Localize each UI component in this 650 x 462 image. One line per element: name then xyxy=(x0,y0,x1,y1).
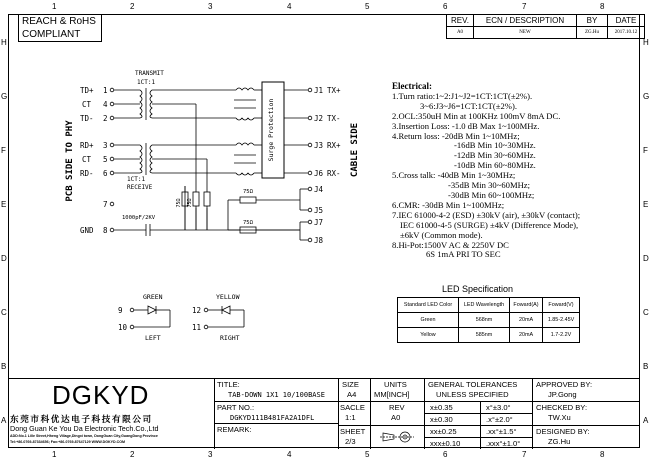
led-left-pin-a: 9 xyxy=(118,306,123,315)
designed-by-label: DESIGNED BY: xyxy=(536,427,590,436)
tb-hline-5 xyxy=(424,401,532,402)
scale-label: SACLE xyxy=(340,403,365,412)
pin-name-ct-tx: CT xyxy=(82,100,92,109)
rev-value-rev: A0 xyxy=(447,27,474,39)
title-value: TAB-DOWN 1X1 10/100BASE xyxy=(228,391,325,399)
tb-divider-6 xyxy=(532,379,533,449)
tol-linear-2: xx±0.25 xyxy=(430,427,457,436)
zone-row-f: F xyxy=(1,146,6,155)
led-yellow-color: Yellow xyxy=(398,328,459,343)
company-address: ADD:No.1 Lille Street,Hheng Village,Dingxi town, DongGuan City,GuangDong Province xyxy=(10,434,158,438)
rev-header-date: DATE xyxy=(608,15,645,27)
zone-col-4-bottom: 4 xyxy=(287,450,292,459)
electrical-line-12: 6.CMR: -30dB Min 1~100MHz; xyxy=(392,199,505,210)
zone-col-8-bottom: 8 xyxy=(600,450,605,459)
led-right-pin-a: 12 xyxy=(192,306,202,315)
rev-value-by: ZG.Hu xyxy=(577,27,608,39)
led-symbols xyxy=(130,306,244,329)
transmit-ratio: 1CT:1 xyxy=(137,79,156,86)
compliance-line-1: REACH & RoHS xyxy=(22,16,96,27)
electrical-line-3: 2.OCL:350uH Min at 100KHz 100mV 8mA DC. xyxy=(392,110,561,121)
zone-row-c: C xyxy=(1,308,7,317)
units-value: MM[INCH] xyxy=(374,390,410,399)
zone-col-5-bottom: 5 xyxy=(365,450,370,459)
tol-linear-1: x±0.30 xyxy=(430,415,453,424)
led-left-label: LEFT xyxy=(145,334,161,342)
rev-header-by: BY xyxy=(577,15,608,27)
tb-hline-2 xyxy=(214,423,338,424)
tb-hline-3 xyxy=(338,401,424,402)
tb-hline-9 xyxy=(532,401,640,402)
led-right-label: RIGHT xyxy=(220,334,240,342)
pin-num-1: 1 xyxy=(103,86,108,95)
pin-j3-signal: RX+ xyxy=(327,141,341,150)
right-pin-circles xyxy=(308,88,312,242)
zone-col-2-bottom: 2 xyxy=(130,450,135,459)
led-yellow-forward-v: 1.7-2.2V xyxy=(543,328,580,343)
pin-num-6: 6 xyxy=(103,169,108,178)
led-header-wavelength: LED Wavelength xyxy=(459,298,510,313)
zone-row-b: B xyxy=(1,362,7,371)
pin-j7: J7 xyxy=(314,218,324,227)
tb-divider-2 xyxy=(338,379,339,449)
led-green-color: Green xyxy=(398,313,459,328)
pin-num-8: 8 xyxy=(103,226,108,235)
electrical-line-13: 7.IEC 61000-4-2 (ESD) ±30kV (air), ±30kV (contact); xyxy=(392,209,581,220)
electrical-line-15: ±6kV (Common mode). xyxy=(400,229,483,240)
sheet-value: 2/3 xyxy=(345,437,356,446)
led-spec-title: LED Specification xyxy=(442,284,514,294)
rev-label: REV xyxy=(389,403,405,412)
units-label: UNITS xyxy=(384,380,407,389)
zone-row-f-right: F xyxy=(643,146,648,155)
zone-row-g: G xyxy=(1,92,8,101)
led-green-forward-a: 20mA xyxy=(510,313,543,328)
pin-num-5: 5 xyxy=(103,155,108,164)
approved-by-value: JP.Gong xyxy=(548,390,577,399)
scale-value: 1:1 xyxy=(345,413,356,422)
transmit-label: TRANSMIT xyxy=(135,70,164,77)
part-no-label: PART NO.: xyxy=(217,403,255,412)
pin-name-rd-plus: RD+ xyxy=(80,141,94,150)
electrical-line-5: 4.Return loss: -20dB Min 1~10MHz; xyxy=(392,130,520,141)
tol-angular-3: .xxx°±1.0° xyxy=(486,439,521,448)
resistor-label-4: 75Ω xyxy=(243,220,253,226)
pin-name-rd-minus: RD- xyxy=(80,169,94,178)
tb-hline-6 xyxy=(424,413,532,414)
led-header-forward-a: Foward(A) xyxy=(510,298,543,313)
receive-label: RECEIVE xyxy=(127,184,153,191)
zone-col-4: 4 xyxy=(287,2,292,11)
tol-linear-3: xxx±0.10 xyxy=(430,439,461,448)
electrical-line-10: -35dB Min 30~60MHz; xyxy=(448,180,530,191)
electrical-line-6: -16dB Min 10~30MHz. xyxy=(454,140,536,151)
led-yellow-wavelength: 585nm xyxy=(459,328,510,343)
pin-j2-signal: TX- xyxy=(327,114,341,123)
title-block xyxy=(8,378,640,449)
zone-row-d-right: D xyxy=(643,254,649,263)
led-yellow-forward-a: 20mA xyxy=(510,328,543,343)
projection-symbol-icon xyxy=(380,429,416,445)
zone-col-8: 8 xyxy=(600,2,605,11)
size-value: A4 xyxy=(347,390,357,399)
zone-row-d: D xyxy=(1,254,7,263)
zone-col-3-bottom: 3 xyxy=(208,450,213,459)
zone-row-h-right: H xyxy=(643,38,649,47)
cable-side-label: CABLE SIDE xyxy=(350,122,360,178)
company-contact: Tel:+86-0769-87334656; Fax:+86-0769-87647129 WWW.DGKYD.COM xyxy=(10,440,125,444)
tb-divider-1 xyxy=(214,379,215,449)
zone-col-6: 6 xyxy=(443,2,448,11)
resistor-label-1: 75Ω xyxy=(176,198,182,208)
tb-divider-3 xyxy=(370,379,371,449)
resistor-label-3: 75Ω xyxy=(243,189,253,195)
zone-row-c-right: C xyxy=(643,308,649,317)
rev-value-date: 2017.10.12 xyxy=(608,27,645,39)
tb-hline-7 xyxy=(424,425,532,426)
tb-hline-8 xyxy=(424,437,532,438)
electrical-line-7: -12dB Min 30~60MHz. xyxy=(454,150,536,161)
pin-num-7: 7 xyxy=(103,200,108,209)
led-spec-table xyxy=(397,297,580,343)
zone-col-2: 2 xyxy=(130,2,135,11)
led-left-color: GREEN xyxy=(143,293,163,301)
resistor-label-2: 75Ω xyxy=(187,198,193,208)
electrical-line-14: IEC 61000-4-5 (SURGE) ±4kV (Difference Mode), xyxy=(400,219,579,230)
electrical-line-2: 3~6:J3~J6=1CT:1CT(±2%). xyxy=(420,100,517,111)
electrical-specifications xyxy=(392,82,580,260)
zone-col-7-bottom: 7 xyxy=(522,450,527,459)
tol-angular-2: .xx°±1.5° xyxy=(486,427,517,436)
pin-j5: J5 xyxy=(314,206,324,215)
rev-header-rev: REV. xyxy=(447,15,474,27)
electrical-line-1: 1.Turn ratio:1~2:J1~J2=1CT:1CT(±2%). xyxy=(392,90,533,101)
pin-j1-signal: TX+ xyxy=(327,86,341,95)
led-header-color: Standard LED Color xyxy=(398,298,459,313)
remark-label: REMARK: xyxy=(217,425,252,434)
tol-angular-1: .x°±2.0° xyxy=(486,415,513,424)
approved-by-label: APPROVED BY: xyxy=(536,380,593,389)
tb-hline-10 xyxy=(532,425,640,426)
title-label: TITLE: xyxy=(217,380,240,389)
zone-row-e-right: E xyxy=(643,200,649,209)
rev-value: A0 xyxy=(391,413,401,422)
led-right-color: YELLOW xyxy=(216,293,240,301)
zone-col-1: 1 xyxy=(52,2,57,11)
zone-row-e: E xyxy=(1,200,7,209)
zone-col-7: 7 xyxy=(522,2,527,11)
checked-by-value: TW.Xu xyxy=(548,413,571,422)
sheet-label: SHEET xyxy=(340,427,366,436)
pin-j8: J8 xyxy=(314,236,324,245)
rev-value-description: NEW xyxy=(474,27,577,39)
electrical-line-17: 6S 1mA PRI TO SEC xyxy=(426,249,501,260)
pin-name-ct-rx: CT xyxy=(82,155,92,164)
checked-by-label: CHECKED BY: xyxy=(536,403,588,412)
tol-angular-0: x°±3.0° xyxy=(486,403,511,412)
pin-j2: J2 xyxy=(314,114,324,123)
receive-ratio: 1CT:1 xyxy=(127,176,146,183)
designed-by-value: ZG.Hu xyxy=(548,437,571,446)
led-header-forward-v: Foward(V) xyxy=(543,298,580,313)
led-left-pin-b: 10 xyxy=(118,323,128,332)
tb-divider-4 xyxy=(424,379,425,449)
capacitor-label: 1000pF/2KV xyxy=(122,215,156,221)
company-logo: DGKYD xyxy=(52,380,150,410)
rev-header-description: ECN / DESCRIPTION xyxy=(474,15,577,27)
electrical-line-4: 3.Insertion Loss: -1.0 dB Max 1~100MHz. xyxy=(392,120,540,131)
zone-col-5: 5 xyxy=(365,2,370,11)
left-pin-circles xyxy=(110,88,114,232)
electrical-title: Electrical: xyxy=(392,81,432,91)
tb-hline-1 xyxy=(214,401,338,402)
pin-name-gnd: GND xyxy=(80,226,94,235)
tb-hline-4 xyxy=(338,425,424,426)
electrical-line-16: 8.Hi-Pot:1500V AC & 2250V DC xyxy=(392,239,509,250)
electrical-line-9: 5.Cross talk: -40dB Min 1~30MHz; xyxy=(392,170,516,181)
pin-j6: J6 xyxy=(314,169,324,178)
zone-row-a: A xyxy=(1,416,7,425)
tolerance-title-1: GENERAL TOLERANCES xyxy=(428,380,518,389)
company-name-en: Dong Guan Ke You Da Electronic Tech.Co.,Ltd xyxy=(10,424,159,433)
electrical-line-8: -10dB Min 60~80MHz. xyxy=(454,160,536,171)
zone-row-g-right: G xyxy=(643,92,650,101)
surge-protection-label: Surge Protection xyxy=(267,98,275,162)
pin-num-2: 2 xyxy=(103,114,108,123)
pin-j6-signal: RX- xyxy=(327,169,341,178)
pin-j1: J1 xyxy=(314,86,324,95)
electrical-line-11: -30dB Min 60~100MHz; xyxy=(448,189,535,200)
pin-j3: J3 xyxy=(314,141,324,150)
tol-linear-0: x±0.35 xyxy=(430,403,453,412)
zone-col-6-bottom: 6 xyxy=(443,450,448,459)
tolerance-title-2: UNLESS SPECIFIED xyxy=(436,390,509,399)
pin-num-4: 4 xyxy=(103,100,108,109)
size-label: SIZE xyxy=(342,380,359,389)
compliance-line-2: COMPLIANT xyxy=(22,29,81,40)
company-name-cn: 东莞市科优达电子科技有限公司 xyxy=(10,415,153,425)
led-green-forward-v: 1.85-2.45V xyxy=(543,313,580,328)
pin-name-td-minus: TD- xyxy=(80,114,94,123)
pin-j4: J4 xyxy=(314,185,324,194)
led-green-wavelength: 568nm xyxy=(459,313,510,328)
part-no-value: DGKYD111B481FA2A1DFL xyxy=(230,414,315,422)
zone-row-b-right: B xyxy=(643,362,649,371)
pin-num-3: 3 xyxy=(103,141,108,150)
pcb-side-label: PCB SIDE TO PHY xyxy=(65,120,75,202)
zone-row-h: H xyxy=(1,38,7,47)
zone-row-a-right: A xyxy=(643,416,649,425)
pin-name-td-plus: TD+ xyxy=(80,86,94,95)
zone-col-1-bottom: 1 xyxy=(52,450,57,459)
led-right-pin-b: 11 xyxy=(192,323,202,332)
zone-col-3: 3 xyxy=(208,2,213,11)
